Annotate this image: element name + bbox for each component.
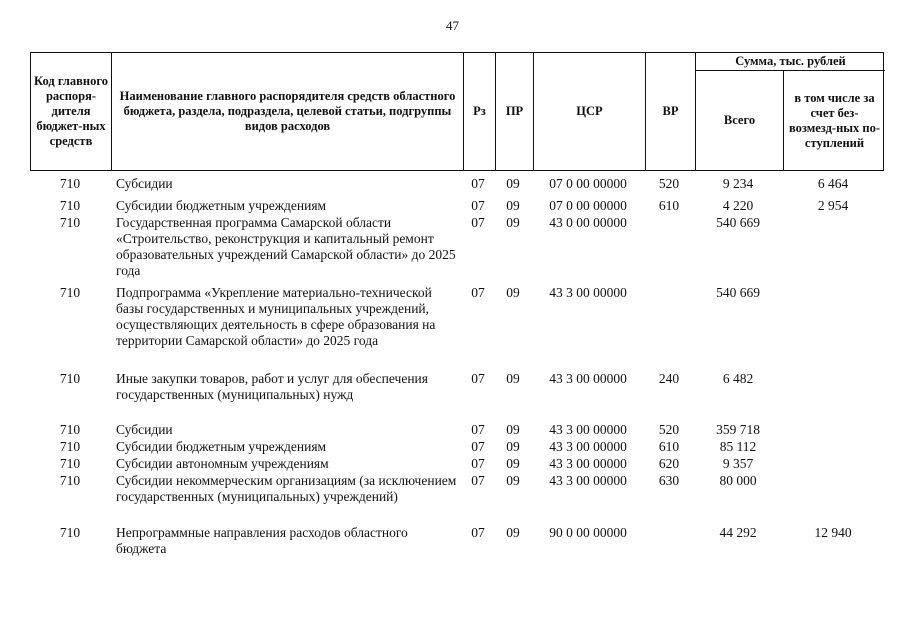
cell-vr: 610 xyxy=(658,439,680,454)
cell-name: Субсидии бюджетным учреждениям xyxy=(116,198,327,213)
cell-vr: 240 xyxy=(658,371,680,386)
cell-pr: 09 xyxy=(506,439,520,454)
cell-pr: 09 xyxy=(506,473,520,488)
cell-rz: 07 xyxy=(471,285,485,300)
cell-name: Непрограммные направления расходов областного бюджета xyxy=(116,525,408,556)
cell-total: 44 292 xyxy=(719,525,757,540)
header-vr: ВР xyxy=(645,53,695,170)
cell-code: 710 xyxy=(59,215,81,230)
cell-csr: 43 3 00 00000 xyxy=(549,285,627,300)
cell-csr: 43 0 00 00000 xyxy=(549,215,627,230)
header-total: Всего xyxy=(695,71,783,170)
cell-code: 710 xyxy=(59,456,81,471)
cell-pr: 09 xyxy=(506,456,520,471)
cell-code: 710 xyxy=(59,473,81,488)
cell-name: Субсидии автономным учреждениям xyxy=(116,456,329,471)
cell-gratuitous: 12 940 xyxy=(814,525,852,540)
page-number: 47 xyxy=(446,18,459,33)
cell-code: 710 xyxy=(59,422,81,437)
header-csr: ЦСР xyxy=(533,53,645,170)
cell-total: 9 234 xyxy=(722,176,754,191)
cell-pr: 09 xyxy=(506,198,520,213)
cell-name: Субсидии некоммерческим организациям (за исключением государственных (муниципальных) учреждений) xyxy=(116,473,457,504)
cell-pr: 09 xyxy=(506,176,520,191)
cell-name: Иные закупки товаров, работ и услуг для обеспечения государственных (муниципальных) нужд xyxy=(116,371,428,402)
cell-gratuitous: 2 954 xyxy=(817,198,849,213)
cell-pr: 09 xyxy=(506,525,520,540)
cell-total: 540 669 xyxy=(716,215,760,230)
cell-code: 710 xyxy=(59,176,81,191)
cell-name: Субсидии бюджетным учреждениям xyxy=(116,439,327,454)
cell-pr: 09 xyxy=(506,422,520,437)
cell-code: 710 xyxy=(59,371,81,386)
cell-csr: 07 0 00 00000 xyxy=(549,198,627,213)
cell-rz: 07 xyxy=(471,371,485,386)
cell-total: 80 000 xyxy=(719,473,757,488)
cell-rz: 07 xyxy=(471,439,485,454)
cell-pr: 09 xyxy=(506,285,520,300)
header-sum-title: Сумма, тыс. рублей xyxy=(695,53,885,71)
cell-csr: 43 3 00 00000 xyxy=(549,371,627,386)
cell-csr: 07 0 00 00000 xyxy=(549,176,627,191)
cell-code: 710 xyxy=(59,285,81,300)
cell-vr: 620 xyxy=(658,456,680,471)
cell-csr: 43 3 00 00000 xyxy=(549,439,627,454)
cell-rz: 07 xyxy=(471,525,485,540)
header-name: Наименование главного распорядителя средств областного бюджета, раздела, подраздела, целевой статьи, подгруппы видов расходов xyxy=(111,53,463,170)
cell-csr: 43 3 00 00000 xyxy=(549,473,627,488)
cell-pr: 09 xyxy=(506,371,520,386)
cell-total: 359 718 xyxy=(716,422,760,437)
cell-rz: 07 xyxy=(471,456,485,471)
header-rz: Рз xyxy=(463,53,495,170)
cell-total: 540 669 xyxy=(716,285,760,300)
cell-gratuitous: 6 464 xyxy=(817,176,849,191)
cell-total: 9 357 xyxy=(722,456,754,471)
cell-total: 85 112 xyxy=(719,439,757,454)
cell-total: 6 482 xyxy=(722,371,754,386)
cell-rz: 07 xyxy=(471,198,485,213)
cell-name: Подпрограмма «Укрепление материально-технической базы государственных и муниципальных учреждений, осуществляющих деятельность в сфере образования на территории Самарской области» до 2025 года xyxy=(116,285,436,348)
cell-vr: 610 xyxy=(658,198,680,213)
cell-code: 710 xyxy=(59,198,81,213)
cell-csr: 43 3 00 00000 xyxy=(549,422,627,437)
cell-total: 4 220 xyxy=(722,198,754,213)
header-pr: ПР xyxy=(495,53,533,170)
header-gratuitous: в том числе за счет без-возмезд-ных по-ступлений xyxy=(783,71,885,170)
cell-code: 710 xyxy=(59,525,81,540)
table-header xyxy=(30,52,884,171)
cell-name: Субсидии xyxy=(116,176,173,191)
cell-csr: 43 3 00 00000 xyxy=(549,456,627,471)
cell-name: Субсидии xyxy=(116,422,173,437)
cell-vr: 520 xyxy=(658,176,680,191)
cell-name: Государственная программа Самарской области «Строительство, реконструкция и капитальный ремонт образовательных учреждений Самарской области» до 2025 года xyxy=(116,215,456,278)
cell-rz: 07 xyxy=(471,473,485,488)
cell-vr: 520 xyxy=(658,422,680,437)
cell-code: 710 xyxy=(59,439,81,454)
cell-rz: 07 xyxy=(471,422,485,437)
cell-csr: 90 0 00 00000 xyxy=(549,525,627,540)
cell-rz: 07 xyxy=(471,215,485,230)
cell-rz: 07 xyxy=(471,176,485,191)
cell-vr: 630 xyxy=(658,473,680,488)
cell-pr: 09 xyxy=(506,215,520,230)
header-code: Код главного распоря-дителя бюджет-ных средств xyxy=(34,74,108,148)
